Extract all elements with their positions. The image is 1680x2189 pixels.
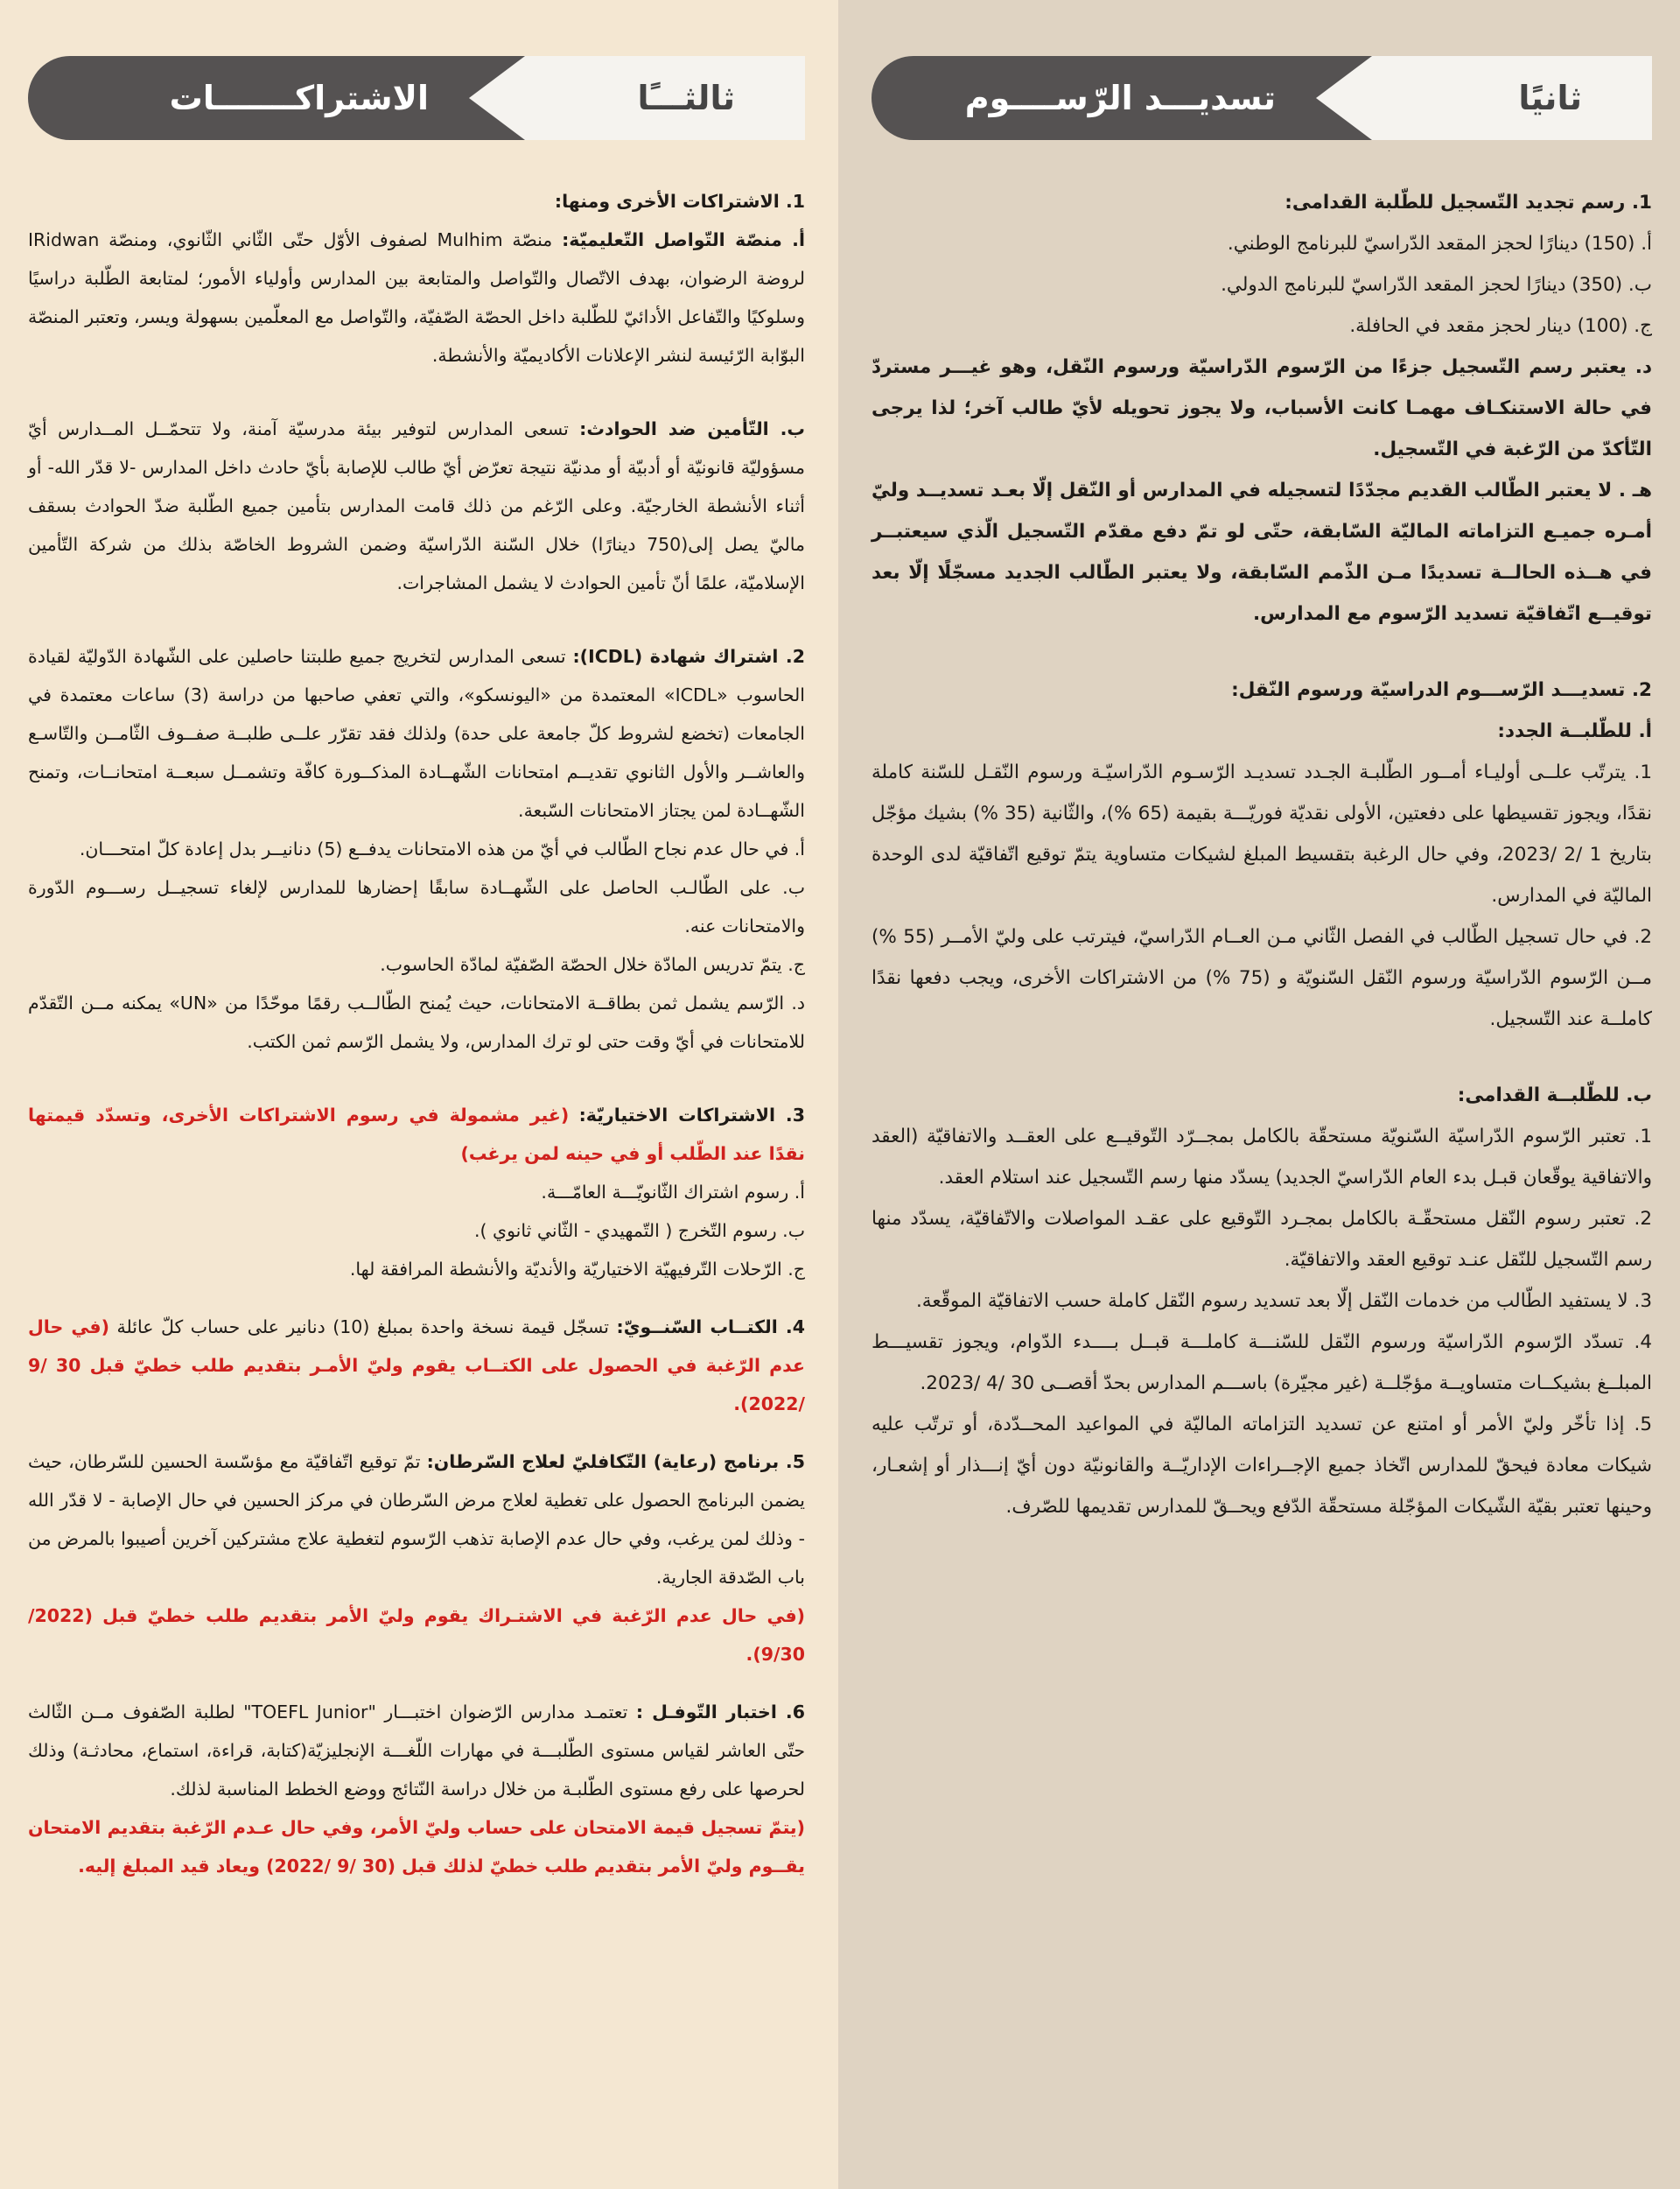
list-item: ج. يتمّ تدريس المادّة خلال الحصّة الصّفيّة لمادّة الحاسوب. <box>380 954 805 975</box>
list-item <box>28 221 805 375</box>
list-item <box>28 637 805 830</box>
list-item: أ. رسوم اشتراك الثّانويّـــة العامّـــة. <box>541 1182 805 1203</box>
section-heading: 1. الاشتراكات الأخرى ومنها: <box>554 191 805 212</box>
banner-number: ثالثـــًا <box>637 79 735 117</box>
section-banner-subscriptions <box>28 56 805 140</box>
banner-tab <box>1316 56 1652 140</box>
fees-text <box>872 182 1652 1527</box>
list-item <box>28 1442 805 1596</box>
subscriptions-text <box>28 182 805 1885</box>
list-item: ج. الرّحلات التّرفيهيّة الاختياريّة والأنديّة والأنشطة المرافقة لها. <box>349 1259 805 1280</box>
banner-title: تسديـــد الرّســــوم <box>964 79 1276 117</box>
section-heading: 1. رسم تجديد التّسجيل للطّلبة القدامى: <box>1284 192 1652 214</box>
item-text: منصّة Mulhim لصفوف الأوّل حتّى الثّاني الثّانوي، ومنصّة IRidwan لروضة الرضوان، بهدف الاتّصال والتّواصل والمتابعة بين المدارس وأولياء الأمور؛ لمتابعة الطّلبة دراسيًا وسلوكيًا والتّفاعل الأدائيّ للطّلبة داخل الحصّة الصّفيّة، والتّواصل مع المعلّمين بسهولة ويسر، وتعتبر المنصّة البوّابة الرّئيسة لنشر الإعلانات الأكاديميّة والأنشطة. <box>28 229 805 366</box>
banner-number: ثانيًا <box>1518 79 1582 117</box>
item-label: ب. التّأمين ضد الحوادث: <box>579 418 805 439</box>
list-item: أ. في حال عدم نجاح الطّالب في أيّ من هذه الامتحانات يدفــع (5) دنانيــر بدل إعادة كلّ امتحـــان. <box>79 838 805 859</box>
list-item: د. يعتبر رسم التّسجيل جزءًا من الرّسوم الدّراسيّة ورسوم النّقل، وهو غيـــر مستردّ في حالة الاستنكـاف مهمـا كانت الأسباب، ولا يجوز تحويله لأيّ طالب آخر؛ لذا يرجى التّأكدّ من الرّغبة في التّسجيل. <box>872 356 1652 460</box>
sub-heading: أ. للطّلبــة الجدد: <box>1497 720 1652 742</box>
list-item: ب. (350) دينارًا لحجز المقعد الدّراسيّ للبرنامج الدولي. <box>1221 274 1652 296</box>
section-banner-fees <box>872 56 1652 140</box>
red-note: (يتمّ تسجيل قيمة الامتحان على حساب وليّ الأمر، وفي حال عـدم الرّغبة بتقديم الامتحان يقــوم وليّ الأمر بتقديم طلب خطيّ لذلك قبل (30 /9 /2022) ويعاد قيد المبلغ إليه. <box>28 1817 805 1877</box>
list-item: ب. على الطّالـب الحاصل على الشّهــادة سابقًا إحضارها للمدارس لإلغاء تسجيــل رســـوم الدّورة والامتحانات عنه. <box>28 877 805 937</box>
list-item: 1. تعتبر الرّسوم الدّراسيّة السّنويّة مستحقّة بالكامل بمجــرّد التّوقيــع على العقــد والاتفاقيّة (العقد والاتفاقية يوقّعان قبـل بدء العام الدّراسيّ الجديد) يسدّد منها رسم التّسجيل عند استلام العقد. <box>872 1126 1652 1189</box>
list-item: 4. تسدّد الرّسوم الدّراسيّة ورسوم النّقل للسّنـــة كاملـــة قبــل بــــدء الدّوام، ويجوز تقسيـــط المبلــغ بشيكــات متساويــة مؤجّلــة (غير مجيّرة) باســـم المدارس بحدّ أقصــى 30 /4 /2023. <box>872 1331 1652 1394</box>
section-heading: 2. تسديـــد الرّســـوم الدراسيّة ورسوم النّقل: <box>1231 679 1652 701</box>
fees-column <box>838 0 1680 2189</box>
item-text: تسعى المدارس لتخريج جميع طلبتنا حاصلين على الشّهادة الدّوليّة لقيادة الحاسوب «ICDL» المعتمدة من «اليونسكو»، والتي تعفي صاحبها من دراسة (3) ساعات معتمدة في الجامعات (تخضع لشروط كلّ جامعة على حدة) ولذلك فقد تقرّر علــى طلبــة صفــوف الثّامــن والتّاسـع والعاشــر والأول الثانوي تقديــم امتحانات الشّهــادة المذكــورة كافّة وتشمــل سبعــة امتحانــات، وتمنح الشّهــادة لمن يجتاز الامتحانات السّبعة. <box>28 646 805 821</box>
subscriptions-column <box>0 0 838 2189</box>
sub-heading: ب. للطّلبــة القدامى: <box>1457 1084 1652 1106</box>
red-note: (غير مشمولة في رسوم الاشتراكات الأخرى، وتسدّد قيمتها نقدًا عند الطّلب أو في حينه لمن يرغب) <box>28 1105 805 1164</box>
list-item: هـ . لا يعتبر الطّالب القديم مجدّدًا لتسجيله في المدارس أو النّقل إلّا بعـد تسديــد وليّ أمـره جميـع التزاماته الماليّة السّابقة، حتّى لو تمّ دفع مقدّم التّسجيل الّذي سيعتبــر في هــذه الحالــة تسديدًا مـن الذّمم السّابقة، ولا يعتبر الطّالب الجديد مسجّلًا إلّا بعد توقيــع اتّفاقيّة تسديد الرّسوم مع المدارس. <box>872 480 1652 625</box>
item-label: 5. برنامج (رعاية) التّكافليّ لعلاج السّرطان: <box>426 1451 805 1472</box>
item-text: تسعى المدارس لتوفير بيئة مدرسيّة آمنة، ولا تتحمّــل المــدارس أيّ مسؤوليّة قانونيّة أو أدبيّة أو مدنيّة نتيجة تعرّض أيّ طالب للإصابة بأيّ حادث داخل المدارس -لا قدّر الله- أو أثناء الأنشطة الخارجيّة. وعلى الرّغم من ذلك قامت المدارس بتأمين جميع الطّلبة ضدّ الحوادث بسقف ماليّ يصل إلى(750 دينارًا) خلال السّنة الدّراسيّة وضمن الشروط الخاصّة بذلك من شركة التّأمين الإسلاميّة، علمًا أنّ تأمين الحوادث لا يشمل المشاجرات. <box>28 418 805 593</box>
red-note: (في حال عدم الرّغبة في الحصول على الكتــاب يقوم وليّ الأمـر بتقديم طلب خطيّ قبل 30 /9 /2022). <box>28 1316 806 1414</box>
list-item: 1. يترتّب علــى أوليـاء أمــور الطّلبـة الجـدد تسديـد الرّسـوم الدّراسيّـة ورسوم النّقـل للسّنة كاملة نقدًا، ويجوز تقسيطها على دفعتين، الأولى نقديّة فوريّـــة بقيمة (65 %)، والثّانية (35 %) بشيك مؤجّل بتاريخ 1 /2 /2023، وفي حال الرغبة بتقسيط المبلغ لشيكات متساوية يتمّ توقيع اتّفاقيّة لدى الوحدة الماليّة في المدارس. <box>872 761 1653 907</box>
list-item: أ. (150) دينارًا لحجز المقعد الدّراسيّ للبرنامج الوطني. <box>1227 233 1652 255</box>
list-item: ب. رسوم التّخرج ( التّمهيدي - الثّاني ثانوي ). <box>474 1220 805 1241</box>
list-item <box>28 1308 805 1423</box>
list-item: ج. (100) دينار لحجز مقعد في الحافلة. <box>1349 315 1652 337</box>
banner-title: الاشتراكـــــــات <box>169 79 429 117</box>
list-item <box>28 410 805 602</box>
item-label: أ. منصّة التّواصل التّعليميّة: <box>562 229 805 250</box>
list-item: 2. في حال تسجيل الطّالب في الفصل الثّاني مـن العــام الدّراسيّ، فيترتب على وليّ الأمــر (55 %) مــن الرّسوم الدّراسيّة ورسوم النّقل السّنويّة و (75 %) من الاشتراكات الأخرى، ويجب دفعها نقدًا كاملــة عند التّسجيل. <box>872 926 1652 1030</box>
list-item <box>28 1096 805 1173</box>
list-item: 3. لا يستفيد الطّالب من خدمات النّقل إلّا بعد تسديد رسوم النّقل كاملة حسب الاتفاقيّة الموقّعة. <box>915 1290 1652 1312</box>
item-text: تعتمـد مدارس الرّضوان اختبـــار "TOEFL Junior" لطلبة الصّفوف مــن الثّالث حتّى العاشر لقياس مستوى الطّلبـــة في مهارات اللّغـــة الإنجليزيّة(كتابة، قراءة، استماع، محادثـة) وذلك لحرصها على رفع مستوى الطّلبـة من خلال دراسة النّتائج ووضع الخطط المناسبة لذلك. <box>28 1701 805 1800</box>
item-text: تمّ توقيع اتّفاقيّة مع مؤسّسة الحسين للسّرطان، حيث يضمن البرنامج الحصول على تغطية لعلاج مرض السّرطان في مركز الحسين في حال الإصابة - لا قدّر الله - وذلك لمن يرغب، وفي حال عدم الإصابة تذهب الرّسوم لتغطية علاج مشتركين آخرين أصيبوا بالمرض من باب الصّدقة الجارية. <box>28 1451 805 1588</box>
item-text: تسجّل قيمة نسخة واحدة بمبلغ (10) دنانير على حساب كلّ عائلة <box>116 1316 609 1337</box>
list-item: 5. إذا تأخّر وليّ الأمر أو امتنع عن تسديد التزاماته الماليّة في المواعيد المحــدّدة، أو ترتّب عليه شيكات معادة فيحقّ للمدارس اتّخاذ جميع الإجــراءات الإداريّــة والقانونيّة دون أيّ إنـــذار أو إشعـار، وحينها تعتبر بقيّة الشّيكات المؤجّلة مستحقّة الدّفع ويحــقّ للمدارس تقديمها للصّرف. <box>872 1414 1652 1518</box>
red-note: (في حال عدم الرّغبة في الاشتـراك يقوم وليّ الأمر بتقديم طلب خطيّ قبل (2022/ 9/30). <box>28 1605 805 1665</box>
item-label: 2. اشتراك شهادة (ICDL): <box>572 646 805 667</box>
item-label: 4. الكتــاب السّنــويّ: <box>616 1316 805 1337</box>
item-label: 3. الاشتراكات الاختياريّة: <box>578 1105 805 1126</box>
list-item: د. الرّسم يشمل ثمن بطاقــة الامتحانات، حيث يُمنح الطّالــب رقمًا موحّدًا من «UN» يمكنه مــن التّقدّم للامتحانات في أيّ وقت حتى لو ترك المدارس، ولا يشمل الرّسم ثمن الكتب. <box>28 993 805 1052</box>
list-item <box>28 1693 805 1808</box>
list-item: 2. تعتبر رسوم النّقل مستحقّـة بالكامل بمجـرد التّوقيع على عقـد المواصلات والاتّفاقيّة، يسدّد منها رسم التّسجيل للنّقل عنـد توقيع العقد والاتفاقيّة. <box>872 1208 1652 1271</box>
item-label: 6. اختبار التّوفـل : <box>635 1701 805 1722</box>
